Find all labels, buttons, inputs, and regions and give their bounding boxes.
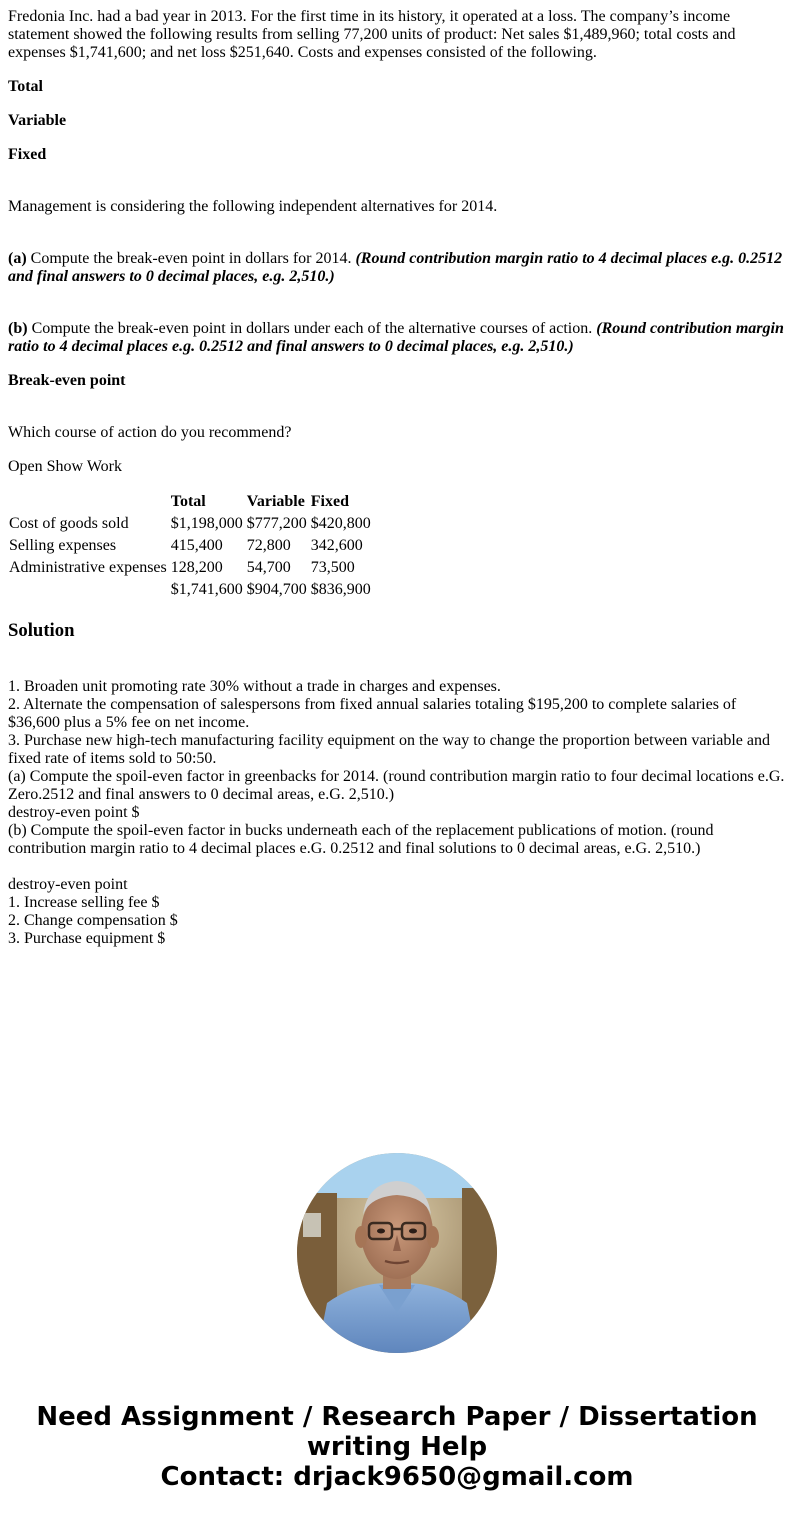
cost-table-header: Fixed — [310, 493, 349, 510]
solution-line: 3. Purchase equipment $ — [8, 930, 166, 947]
management-paragraph: Management is considering the following independent alternatives for 2014. — [8, 198, 498, 215]
label-fixed: Fixed — [8, 146, 47, 163]
table-cell — [8, 580, 168, 600]
table-cell: 415,400 — [170, 537, 223, 554]
cost-table-header: Total — [170, 493, 206, 510]
promo-line-2: writing Help — [306, 1432, 488, 1462]
table-cell: 128,200 — [170, 559, 223, 576]
cost-table — [6, 490, 374, 602]
promo-footer — [0, 1402, 794, 1492]
table-cell: $904,700 — [246, 581, 307, 598]
part-b-text: Compute the break-even point in dollars under each of the alternative courses of action. — [27, 320, 597, 337]
part-a-question — [8, 250, 786, 286]
table-row — [8, 558, 372, 578]
promo-contact: Contact: drjack9650@gmail.com — [160, 1462, 634, 1492]
table-cell: 342,600 — [310, 537, 363, 554]
break-even-label: Break-even point — [8, 372, 126, 389]
part-b-note: (Round contribution margin ratio to 4 decimal places e.g. 0.2512 and final answers to 0 decimal places, e.g. 2,510.) — [8, 320, 784, 355]
table-cell: Administrative expenses — [9, 559, 167, 576]
label-total: Total — [8, 78, 43, 95]
cost-table-header — [8, 492, 168, 512]
table-row — [8, 580, 372, 600]
table-cell: Selling expenses — [9, 537, 117, 554]
solution-line — [8, 858, 786, 876]
table-cell: 72,800 — [246, 537, 291, 554]
cost-table-header-row — [8, 492, 372, 512]
solution-line: 2. Change compensation $ — [8, 912, 178, 929]
cost-table-header: Variable — [246, 493, 305, 510]
table-cell: $1,198,000 — [170, 515, 243, 532]
tutor-portrait-image — [297, 1153, 497, 1353]
solution-line: destroy-even point — [8, 876, 128, 893]
table-cell: 54,700 — [246, 559, 291, 576]
solution-line: (a) Compute the spoil-even factor in greenbacks for 2014. (round contribution margin ratio to four decimal locations e.G. Zero.2512 and final answers to 0 decimal areas, e.G. 2,510.) — [8, 768, 785, 803]
promo-line-1: Need Assignment / Research Paper / Dissertation — [36, 1402, 758, 1432]
table-cell: 73,500 — [310, 559, 355, 576]
tutor-avatar — [297, 1153, 497, 1353]
table-cell: $1,741,600 — [170, 581, 243, 598]
table-cell: $836,900 — [310, 581, 371, 598]
recommend-question: Which course of action do you recommend? — [8, 424, 292, 441]
solution-line: 1. Broaden unit promoting rate 30% without a trade in charges and expenses. — [8, 678, 501, 695]
table-row — [8, 514, 372, 534]
table-row — [8, 536, 372, 556]
label-variable: Variable — [8, 112, 67, 129]
solution-line: (b) Compute the spoil-even factor in bucks underneath each of the replacement publications of motion. (round contribution margin ratio to 4 decimal places e.G. 0.2512 and final solutions to 0 decimal areas, e.G. 2,510.) — [8, 822, 714, 857]
question-page — [8, 0, 786, 948]
solution-line: destroy-even point $ — [8, 804, 140, 821]
table-cell: $420,800 — [310, 515, 371, 532]
table-cell: $777,200 — [246, 515, 307, 532]
open-show-work-link[interactable]: Open Show Work — [8, 458, 122, 475]
solution-line: 2. Alternate the compensation of salespersons from fixed annual salaries totaling $195,200 to complete salaries of $36,600 plus a 5% fee on net income. — [8, 696, 737, 731]
part-a-note: (Round contribution margin ratio to 4 decimal places e.g. 0.2512 and final answers to 0 decimal places, e.g. 2,510.) — [8, 250, 783, 285]
part-a-label: (a) — [8, 250, 27, 267]
part-b-question — [8, 320, 786, 356]
solution-heading: Solution — [8, 620, 75, 641]
intro-paragraph: Fredonia Inc. had a bad year in 2013. For the first time in its history, it operated at a loss. The company’s income statement showed the following results from selling 77,200 units of product: Net sales $1,489,960; total costs and expenses $1,741,600; and net loss $251,640. Costs and expenses consisted of the following. — [8, 8, 736, 61]
solution-line: 1. Increase selling fee $ — [8, 894, 160, 911]
solution-body — [8, 678, 786, 948]
table-cell: Cost of goods sold — [9, 515, 129, 532]
part-b-label: (b) — [8, 320, 28, 337]
part-a-text: Compute the break-even point in dollars for 2014. — [26, 250, 356, 267]
solution-line: 3. Purchase new high-tech manufacturing facility equipment on the way to change the proportion between variable and fixed rate of items sold to 50:50. — [8, 732, 770, 767]
